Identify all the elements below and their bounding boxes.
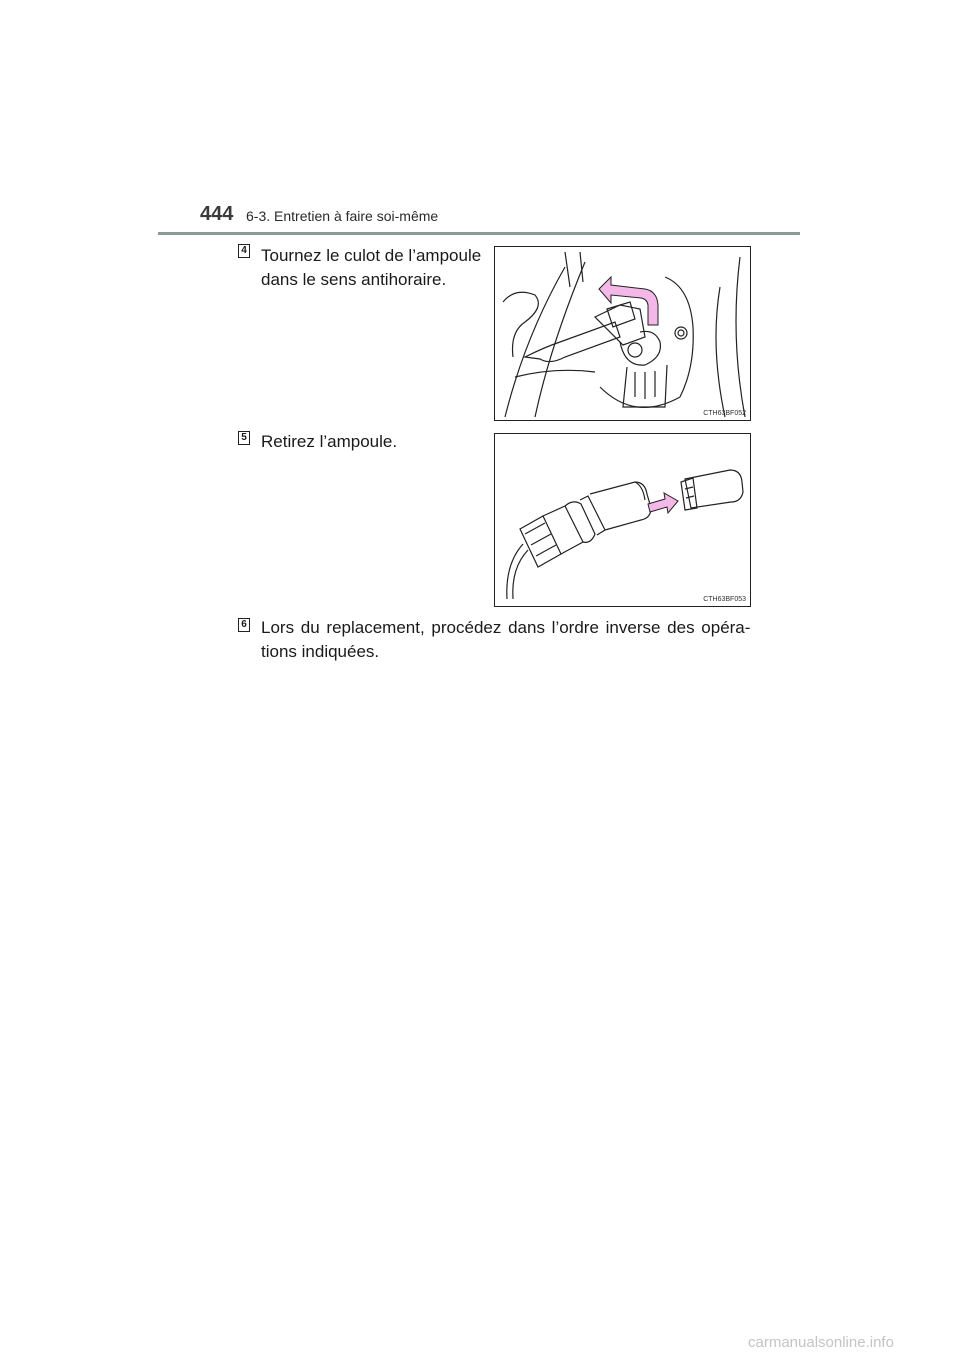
step-badge-4: 4 [238, 244, 250, 258]
page-number: 444 [200, 203, 234, 225]
removal-arrow [648, 493, 678, 513]
step-5-line-1: Retirez l’ampoule. [261, 432, 398, 451]
figure-code-052: CTH63BF052 [703, 410, 746, 417]
step-6-line-2: tions indiquées. [261, 642, 380, 661]
step-6-line-1: Lors du replacement, procédez dans l’ordre inverse des opéra- [261, 618, 751, 637]
watermark: carmanualsonline.info [748, 1334, 894, 1351]
section-title: 6-3. Entretien à faire soi-même [246, 208, 439, 224]
rotation-arrow [599, 277, 658, 325]
bulb-removal-illustration [495, 434, 752, 608]
figure-bulb-base-rotate [494, 246, 751, 421]
step-5-text [261, 430, 491, 454]
step-6-text [261, 616, 751, 664]
figure-code-053: CTH63BF053 [703, 596, 746, 603]
step-badge-6: 6 [238, 618, 250, 632]
bulb-base-rotate-illustration [495, 247, 752, 422]
step-badge-5: 5 [238, 431, 250, 445]
step-4-line-1: Tournez le culot de l’ampoule [261, 246, 482, 265]
step-4-text [261, 244, 491, 292]
header-rule [158, 232, 800, 235]
step-4-line-2: dans le sens antihoraire. [261, 270, 447, 289]
figure-bulb-removal [494, 433, 751, 607]
